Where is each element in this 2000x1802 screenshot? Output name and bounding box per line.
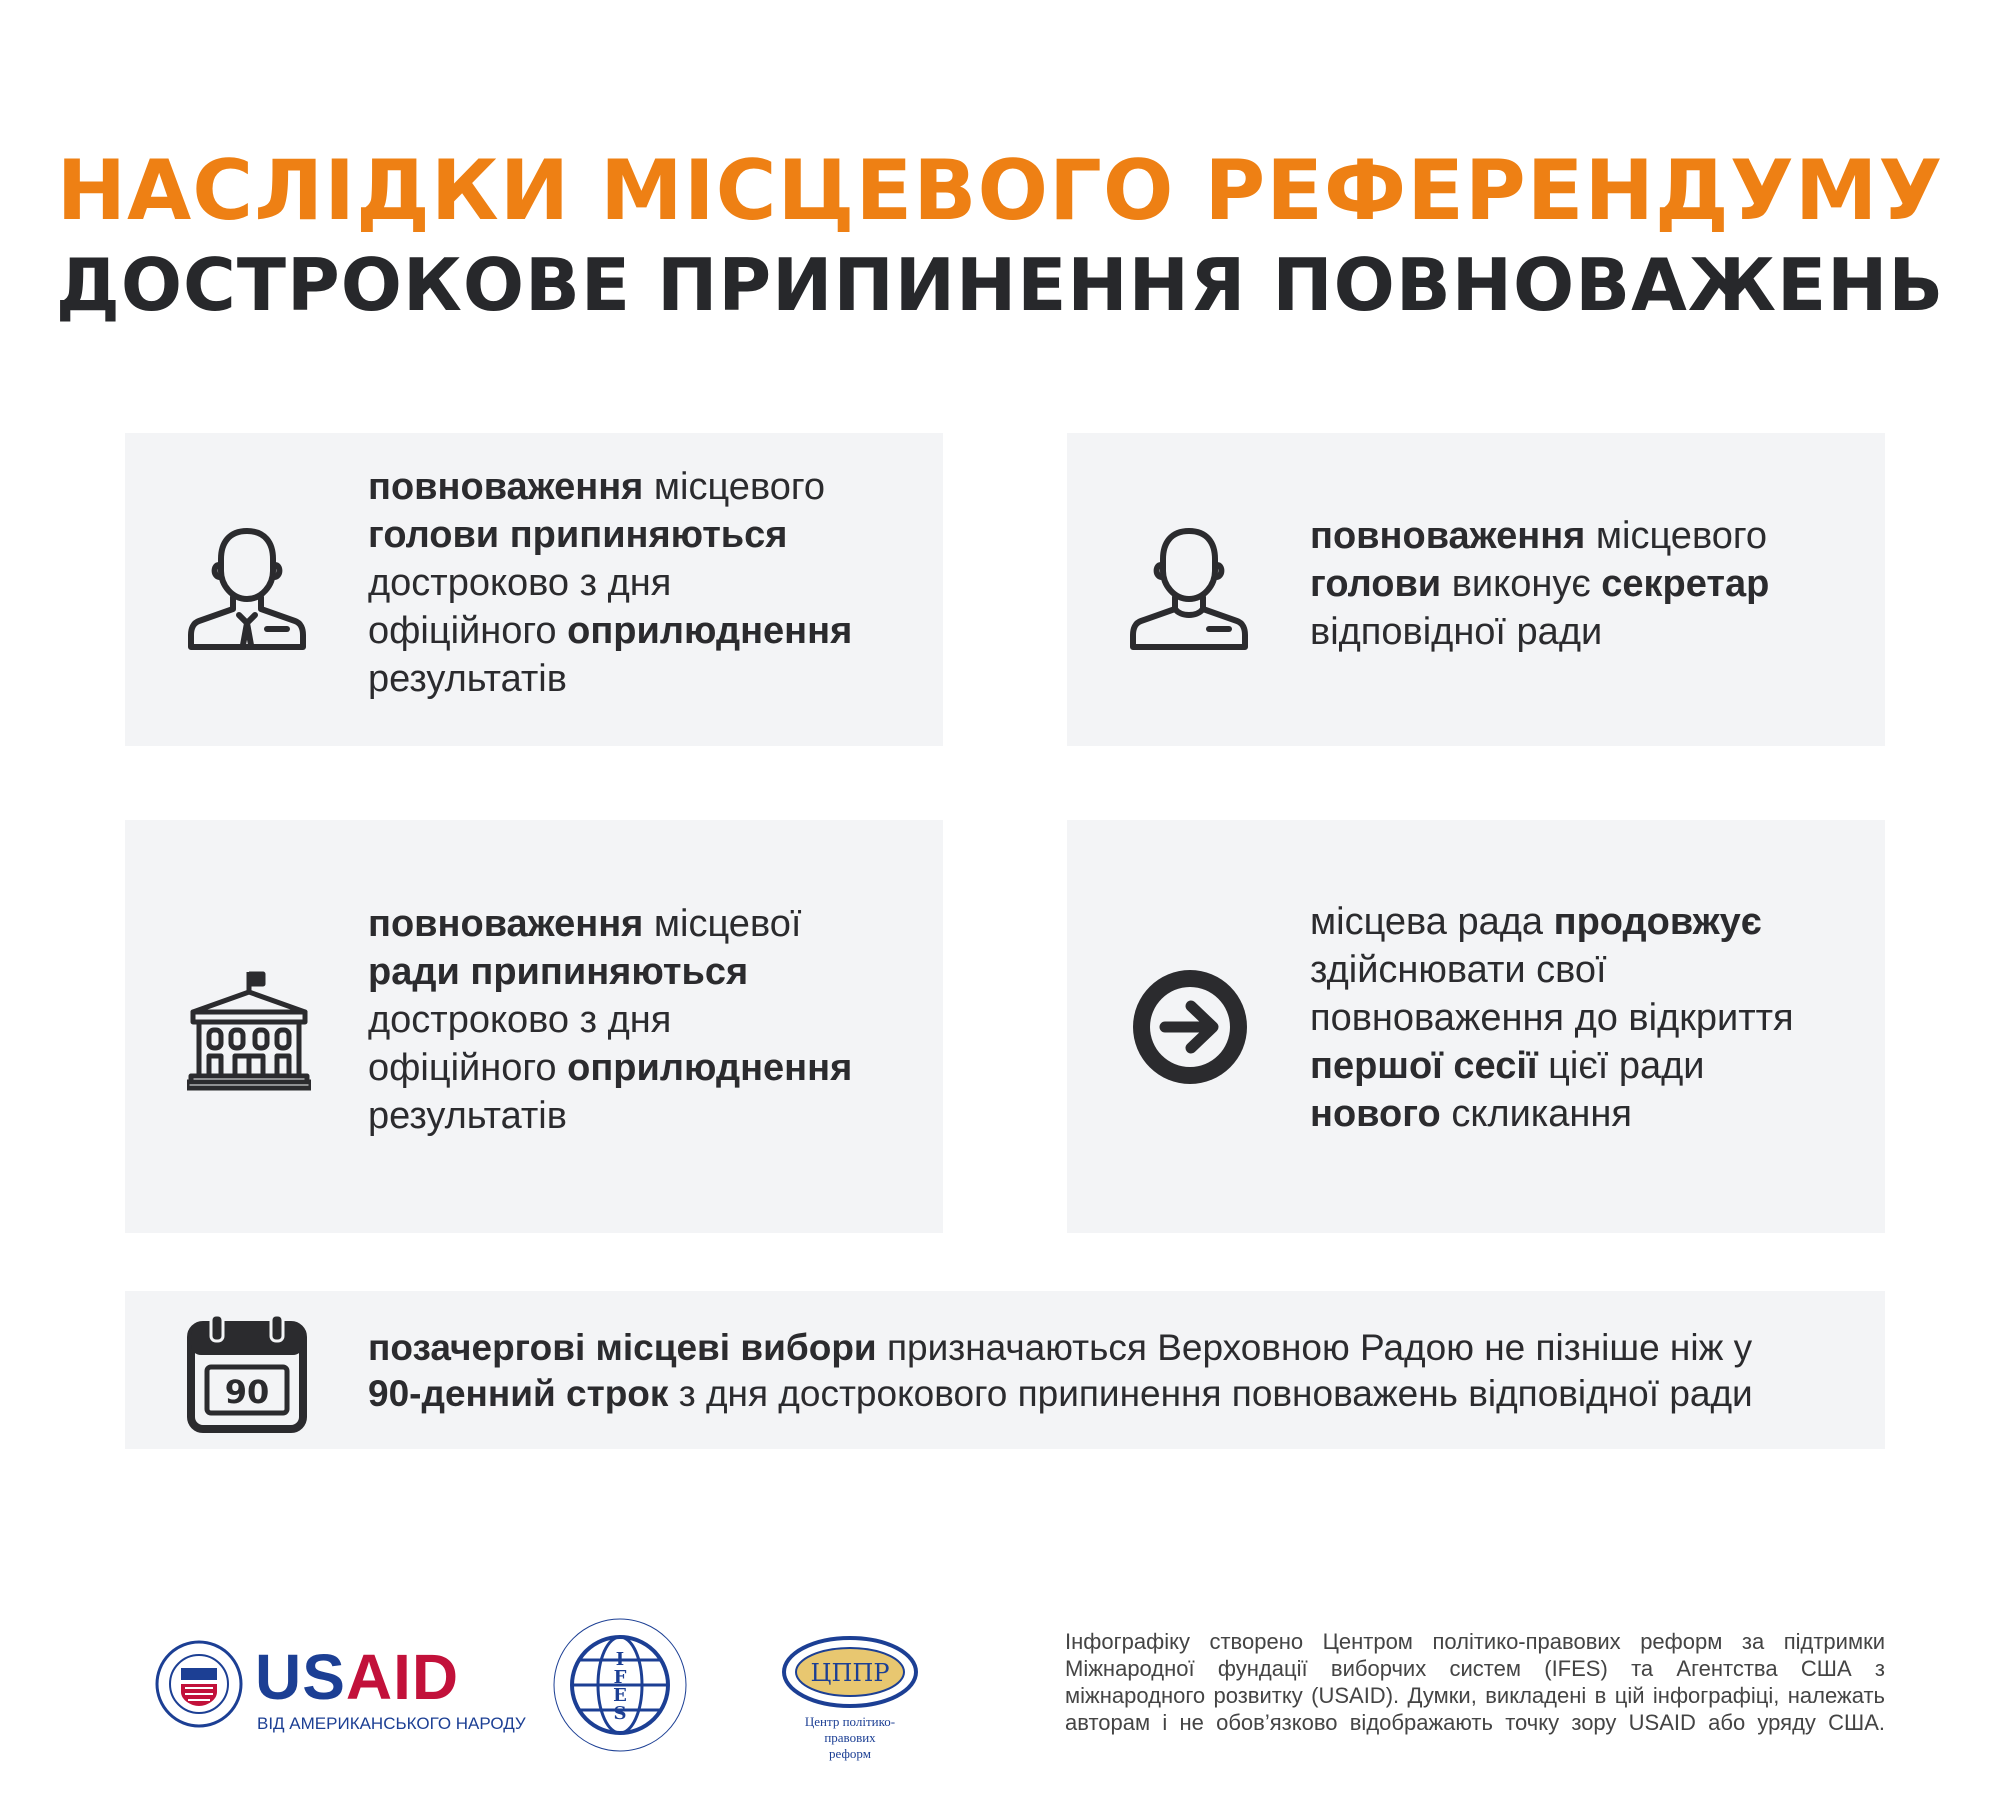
card-head-powers-terminated: [125, 433, 943, 746]
svg-text:S: S: [613, 1703, 627, 1724]
svg-text:ЦППР: ЦППР: [810, 1659, 890, 1687]
svg-text:F: F: [613, 1667, 627, 1688]
card-4-text: [1310, 898, 1870, 1138]
line: повноваження до відкриття: [1310, 997, 1794, 1039]
line: повноваження місцевого: [1310, 515, 1767, 557]
cppr-emblem-icon: [780, 1632, 920, 1712]
calendar-number: 90: [224, 1373, 270, 1411]
line: нового скликання: [1310, 1093, 1632, 1135]
card-secretary-acts: [1067, 433, 1885, 746]
line: повноваження місцевого: [368, 466, 825, 508]
government-building-icon: [187, 968, 311, 1097]
line: першої сесії цієї ради: [1310, 1045, 1705, 1087]
line: достроково з дня: [368, 562, 672, 604]
ifes-logo: [545, 1610, 695, 1765]
line: позачергові місцеві вибори призначаються Верховною Радою не пізніше ніж у: [368, 1327, 1753, 1368]
line: голови виконує секретар: [1310, 563, 1770, 605]
line: відповідної ради: [1310, 611, 1603, 653]
disclaimer-line: міжнародного розвитку (USAID). Думки, викладені в цій інфографіці, належать: [1065, 1683, 1885, 1708]
arrow-right-circle-icon: [1129, 966, 1251, 1093]
card-5-text: [368, 1325, 1868, 1417]
disclaimer-line: Інфографіку створено Центром політико-правових реформ за підтримки: [1065, 1629, 1885, 1654]
page-title: НАСЛІДКИ МІСЦЕВОГО РЕФЕРЕНДУМУ: [56, 142, 1944, 239]
svg-text:E: E: [613, 1685, 627, 1706]
card-3-text: [368, 900, 928, 1140]
disclaimer-line: авторам і не обов’язково відображають точку зору USAID або уряду США.: [1065, 1710, 1885, 1735]
line: місцева рада продовжує: [1310, 901, 1762, 943]
cppr-caption: Центр політико-правових реформ: [804, 1714, 896, 1761]
card-1-text: [368, 463, 928, 703]
person-tie-icon: [187, 525, 307, 656]
line: повноваження місцевої: [368, 903, 802, 945]
cppr-logo: [780, 1632, 920, 1761]
line: результатів: [368, 658, 567, 700]
line: офіційного оприлюднення: [368, 610, 853, 652]
svg-text:I: I: [615, 1649, 625, 1670]
line: 90-денний строк з дня дострокового припинення повноважень відповідної ради: [368, 1373, 1753, 1414]
line: результатів: [368, 1095, 567, 1137]
disclaimer-line: Міжнародної фундації виборчих систем (IFES) та Агентства США з: [1065, 1656, 1885, 1681]
line: здійснювати свої: [1310, 949, 1607, 991]
page-subtitle: ДОСТРОКОВЕ ПРИПИНЕННЯ ПОВНОВАЖЕНЬ: [55, 243, 1945, 327]
line: голови припиняються: [368, 514, 788, 556]
card-early-elections: [125, 1291, 1885, 1449]
usaid-tagline: ВІД АМЕРИКАНСЬКОГО НАРОДУ: [257, 1714, 526, 1733]
line: ради припиняються: [368, 951, 749, 993]
line: офіційного оприлюднення: [368, 1047, 853, 1089]
usaid-seal-icon: [155, 1640, 243, 1728]
usaid-logo: [155, 1640, 526, 1733]
ifes-globe-icon: [545, 1610, 695, 1760]
usaid-wordmark: USAID: [255, 1641, 460, 1713]
card-council-powers-terminated: [125, 820, 943, 1233]
card-council-continues: [1067, 820, 1885, 1233]
card-2-text: [1310, 512, 1870, 656]
person-icon: [1129, 525, 1249, 656]
line: достроково з дня: [368, 999, 672, 1041]
disclaimer-text: [1065, 1628, 1885, 1736]
calendar-icon: [187, 1313, 307, 1438]
